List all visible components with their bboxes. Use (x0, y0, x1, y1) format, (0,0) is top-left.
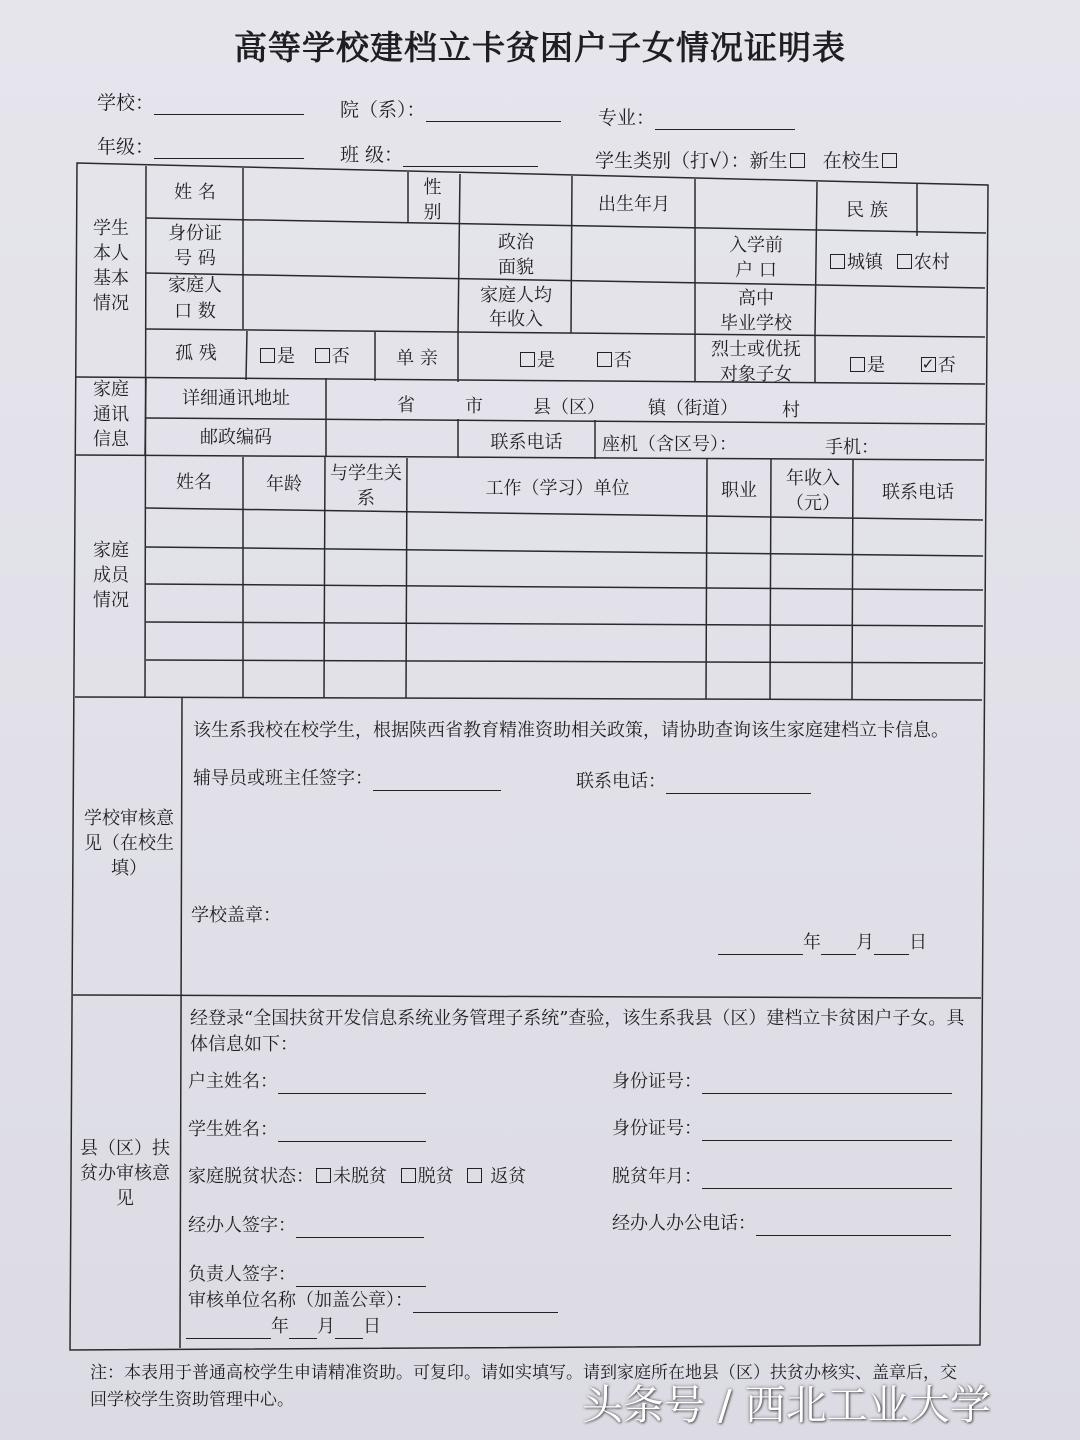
householder-blank[interactable] (278, 1075, 426, 1094)
out-date-label: 脱贫年月： (612, 1166, 702, 1187)
orphan-no-checkbox[interactable] (315, 348, 330, 363)
department-label: 院（系）： (340, 99, 426, 121)
income-label-2: 年收入 (489, 309, 543, 330)
county-month-label: 月 (317, 1316, 335, 1337)
orphan-yes-checkbox[interactable] (260, 348, 275, 363)
income-label-1: 家庭人均 (480, 285, 552, 306)
school-phone-field (576, 769, 811, 794)
handler-phone-field (612, 1211, 951, 1236)
martyr-no-label: 否 (937, 355, 956, 376)
single-parent-yes-checkbox[interactable] (520, 352, 535, 367)
student-name-field (188, 1117, 426, 1142)
postcode-label: 邮政编码 (200, 427, 272, 448)
family-size-label-1: 家庭人 (168, 275, 222, 296)
county-year-blank[interactable] (186, 1320, 271, 1339)
hukou-options (828, 250, 950, 275)
martyr-yes-label: 是 (867, 355, 885, 376)
county-date-field (186, 1314, 381, 1339)
unit-field (188, 1288, 558, 1313)
handler-blank[interactable] (296, 1219, 424, 1238)
not-out-label: 未脱贫 (333, 1166, 387, 1187)
address-county: 县（区） (533, 397, 605, 418)
address-label: 详细通讯地址 (182, 388, 290, 409)
school-label: 学校： (97, 92, 155, 114)
current-student-label: 在校生 (822, 150, 880, 172)
town-checkbox[interactable] (830, 254, 845, 269)
single-parent-no-label: 否 (613, 350, 632, 371)
section-label-school-review: 学校审核意见（在校生填） (84, 808, 174, 879)
single-parent-options (518, 348, 632, 373)
back-checkbox[interactable] (467, 1168, 482, 1183)
grade-label: 年级： (97, 136, 155, 158)
family-header-workplace: 工作（学习）单位 (485, 478, 630, 499)
id1-blank[interactable] (702, 1075, 952, 1094)
leader-field (188, 1262, 426, 1287)
out-date-field (612, 1164, 952, 1189)
highschool-label-2: 毕业学校 (720, 313, 792, 334)
county-review-text: 经登录“全国扶贫开发信息系统业务管理子系统”查验，该生系我县（区）建档立卡贫困户子女。具体信息如下： (190, 1008, 965, 1055)
family-header-occupation: 职业 (721, 480, 757, 501)
county-day-label: 日 (363, 1316, 381, 1337)
householder-field (188, 1069, 426, 1094)
poverty-status-label: 家庭脱贫状态： (188, 1166, 314, 1187)
handler-phone-label: 经办人办公电话： (612, 1213, 756, 1234)
poverty-status-field (188, 1164, 526, 1189)
rural-label: 农村 (913, 252, 950, 273)
student-name-label: 学生姓名： (188, 1119, 278, 1140)
id-label-2: 号 码 (174, 248, 216, 269)
political-label-2: 面貌 (498, 257, 534, 278)
town-label: 城镇 (847, 252, 883, 273)
address-village: 村 (782, 400, 800, 421)
landline-label: 座机（含区号）： (602, 434, 737, 455)
school-date-field (718, 930, 927, 955)
orphan-options (258, 344, 350, 369)
county-year-label: 年 (271, 1316, 289, 1337)
school-phone-blank[interactable] (666, 775, 811, 794)
name-label: 姓 名 (174, 182, 216, 203)
political-label-1: 政治 (498, 232, 534, 253)
unit-blank[interactable] (413, 1294, 558, 1313)
family-header-name: 姓名 (176, 472, 212, 493)
school-year-label: 年 (803, 932, 821, 953)
leader-label: 负责人签字： (188, 1264, 296, 1285)
school-day-blank[interactable] (874, 936, 909, 955)
address-province: 省 (397, 395, 415, 416)
section-label-family: 家庭成员情况 (93, 540, 129, 611)
counselor-blank[interactable] (373, 772, 501, 791)
school-phone-label: 联系电话： (576, 771, 666, 792)
school-stamp-label: 学校盖章： (191, 905, 281, 926)
address-town: 镇（街道） (648, 398, 738, 419)
martyr-label-2: 对象子女 (720, 364, 792, 385)
family-size-label-2: 口 数 (174, 301, 216, 322)
id-label-1: 身份证 (168, 223, 222, 244)
counselor-label: 辅导员或班主任签字： (193, 768, 373, 789)
martyr-no-checkbox[interactable] (921, 357, 936, 372)
orphan-no-label: 否 (331, 346, 350, 367)
id2-label: 身份证号： (612, 1118, 702, 1139)
id2-field (612, 1116, 952, 1141)
not-out-checkbox[interactable] (316, 1168, 331, 1183)
id2-blank[interactable] (702, 1122, 952, 1141)
section-label-basic: 学生本人基本情况 (93, 218, 129, 314)
birth-label: 出生年月 (598, 194, 670, 215)
county-month-blank[interactable] (289, 1320, 317, 1339)
single-parent-label: 单 亲 (396, 348, 438, 369)
hukou-label-2: 户 口 (735, 260, 777, 281)
gender-label-2: 别 (423, 202, 442, 223)
school-day-label: 日 (909, 932, 927, 953)
student-name-blank[interactable] (278, 1123, 426, 1142)
ethnicity-label: 民 族 (846, 200, 888, 221)
martyr-yes-checkbox[interactable] (850, 357, 865, 372)
orphan-yes-label: 是 (277, 346, 295, 367)
hukou-label-1: 入学前 (729, 235, 783, 256)
school-month-blank[interactable] (821, 936, 856, 955)
back-label: 返贫 (490, 1166, 527, 1187)
school-month-label: 月 (856, 932, 874, 953)
single-parent-no-checkbox[interactable] (597, 352, 612, 367)
section-label-county-review: 县（区）扶贫办审核意见 (80, 1138, 170, 1209)
family-header-relation: 与学生关系 (330, 463, 402, 509)
martyr-label-1: 烈士或优抚 (711, 339, 801, 360)
id1-label: 身份证号： (612, 1071, 702, 1092)
student-type-label: 学生类别（打√）：新生 (595, 150, 788, 172)
gender-label-1: 性 (423, 177, 442, 198)
school-review-text: 该生系我校在校学生，根据陕西省教育精准资助相关政策，请协助查询该生家庭建档立卡信息。 (193, 720, 949, 741)
family-header-age: 年龄 (266, 474, 302, 495)
rural-checkbox[interactable] (897, 254, 912, 269)
out-label: 脱贫 (417, 1166, 454, 1187)
highschool-label-1: 高中 (738, 288, 774, 309)
leader-blank[interactable] (296, 1268, 426, 1287)
orphan-label: 孤 残 (175, 343, 217, 364)
out-checkbox[interactable] (401, 1168, 416, 1183)
handler-phone-blank[interactable] (756, 1217, 951, 1236)
householder-label: 户主姓名： (188, 1071, 278, 1092)
single-parent-yes-label: 是 (537, 350, 555, 371)
out-date-blank[interactable] (702, 1170, 952, 1189)
counselor-field (193, 766, 501, 791)
contact-phone-label: 联系电话 (490, 432, 563, 453)
school-year-blank[interactable] (718, 936, 803, 955)
watermark-text: 头条号 / 西北工业大学 (582, 1381, 991, 1429)
address-city: 市 (465, 396, 483, 417)
form-title: 高等学校建档立卡贫困户子女情况证明表 (234, 28, 846, 67)
family-header-phone: 联系电话 (882, 482, 954, 503)
family-header-income: 年收入（元） (786, 468, 840, 514)
mobile-label: 手机： (825, 437, 879, 458)
id1-field (612, 1069, 952, 1094)
major-label: 专业： (598, 107, 656, 129)
handler-label: 经办人签字： (188, 1215, 296, 1236)
unit-label: 审核单位名称（加盖公章）： (188, 1290, 413, 1311)
class-label: 班 级： (340, 144, 404, 166)
martyr-options (848, 353, 956, 378)
handler-field (188, 1213, 424, 1238)
section-label-contact: 家庭通讯信息 (93, 379, 129, 450)
county-day-blank[interactable] (335, 1320, 363, 1339)
footer-note: 注：本表用于普通高校学生申请精准资助。可复印。请如实填写。请到家庭所在地县（区）扶贫办核实、盖章后，交回学校学生资助管理中心。 (90, 1363, 957, 1410)
